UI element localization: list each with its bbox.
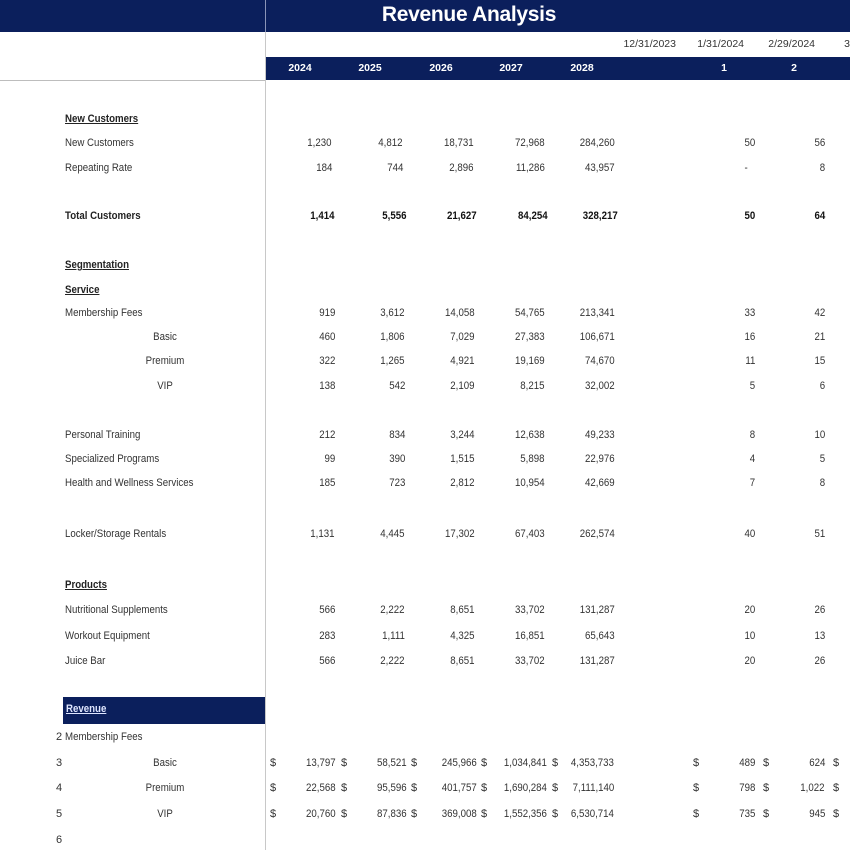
cell[interactable]: 8,651: [450, 604, 475, 616]
currency-symbol: $: [693, 782, 700, 794]
cell[interactable]: 15: [814, 355, 825, 367]
currency-symbol: $: [763, 757, 770, 769]
cell[interactable]: 5: [819, 453, 825, 465]
cell[interactable]: 67,403: [515, 528, 545, 540]
cell[interactable]: -: [744, 162, 748, 174]
cell[interactable]: 5: [749, 380, 755, 392]
cell[interactable]: 32,002: [585, 380, 615, 392]
row-label[interactable]: Health and Wellness Services: [65, 477, 194, 489]
cell[interactable]: 42,669: [585, 477, 615, 489]
month-header[interactable]: 2: [791, 62, 797, 74]
date-cell[interactable]: 12/31/2023: [623, 38, 676, 50]
cell[interactable]: 1,552,356: [503, 808, 547, 820]
cell[interactable]: 945: [808, 808, 825, 820]
cell[interactable]: 22,568: [306, 782, 336, 794]
cell[interactable]: 8,651: [450, 655, 475, 667]
currency-symbol: $: [341, 757, 348, 769]
cell[interactable]: 20,760: [306, 808, 336, 820]
cell[interactable]: 72,968: [515, 137, 545, 149]
currency-symbol: $: [270, 782, 277, 794]
header-border-line: [0, 80, 265, 81]
cell[interactable]: 1,265: [380, 355, 405, 367]
cell[interactable]: 21: [814, 331, 825, 343]
cell[interactable]: 106,671: [580, 331, 615, 343]
cell[interactable]: 54,765: [515, 307, 545, 319]
cell[interactable]: 50: [744, 137, 755, 149]
date-cell[interactable]: 2/29/2024: [768, 38, 815, 50]
cell[interactable]: 1,414: [310, 210, 335, 222]
currency-symbol: $: [552, 782, 559, 794]
cell[interactable]: 185: [318, 477, 335, 489]
cell[interactable]: 283: [318, 630, 335, 642]
cell[interactable]: 3,612: [380, 307, 405, 319]
cell[interactable]: 3,244: [450, 429, 475, 441]
cell[interactable]: 95,596: [377, 782, 407, 794]
cell[interactable]: 4,812: [378, 137, 403, 149]
currency-symbol: $: [270, 757, 277, 769]
cell[interactable]: 99: [324, 453, 335, 465]
row-label[interactable]: Workout Equipment: [65, 630, 150, 642]
title-bar: [0, 0, 850, 32]
cell[interactable]: 262,574: [580, 528, 615, 540]
currency-symbol: $: [411, 782, 418, 794]
cell[interactable]: 566: [318, 604, 335, 616]
section-header-segmentation[interactable]: Segmentation: [65, 259, 130, 271]
cell[interactable]: 2,222: [380, 655, 405, 667]
cell[interactable]: 744: [386, 162, 403, 174]
section-header-row: [0, 256, 850, 274]
currency-symbol: $: [341, 808, 348, 820]
cell[interactable]: 566: [318, 655, 335, 667]
currency-symbol: $: [693, 757, 700, 769]
currency-symbol: $: [270, 808, 277, 820]
cell[interactable]: 8,215: [520, 380, 545, 392]
period-header-bar: [266, 57, 850, 80]
cell[interactable]: 64: [814, 210, 825, 222]
sheet-title: Revenue Analysis: [381, 3, 557, 26]
cell[interactable]: 19,169: [515, 355, 545, 367]
table-row: [0, 627, 850, 645]
row-label[interactable]: Specialized Programs: [65, 453, 160, 465]
revenue-header-label[interactable]: Revenue: [66, 703, 107, 715]
revenue-section-header[interactable]: [63, 697, 265, 724]
currency-symbol: $: [481, 757, 488, 769]
cell[interactable]: 43,957: [585, 162, 615, 174]
table-row: [0, 328, 850, 346]
cell[interactable]: 65,643: [585, 630, 615, 642]
cell[interactable]: 4: [749, 453, 755, 465]
year-header[interactable]: 2028: [570, 62, 594, 74]
currency-symbol: $: [341, 782, 348, 794]
year-header[interactable]: 2024: [288, 62, 312, 74]
revenue-row: [0, 779, 850, 797]
currency-symbol: $: [833, 757, 840, 769]
cell[interactable]: 542: [388, 380, 405, 392]
currency-symbol: $: [552, 808, 559, 820]
row-label[interactable]: VIP: [157, 808, 173, 820]
cell[interactable]: 212: [318, 429, 335, 441]
cell[interactable]: 4,325: [450, 630, 475, 642]
cell[interactable]: 17,302: [445, 528, 475, 540]
cell[interactable]: 56: [814, 137, 825, 149]
cell[interactable]: 26: [814, 655, 825, 667]
row-label[interactable]: Basic: [153, 331, 177, 343]
cell[interactable]: 51: [814, 528, 825, 540]
table-row: [0, 525, 850, 543]
table-row: [0, 134, 850, 152]
table-row: [0, 652, 850, 670]
cell[interactable]: 87,836: [377, 808, 407, 820]
cell[interactable]: 489: [738, 757, 755, 769]
row-number: 2: [56, 731, 63, 743]
cell[interactable]: 42: [814, 307, 825, 319]
cell[interactable]: 460: [318, 331, 335, 343]
cell[interactable]: 1,515: [450, 453, 475, 465]
cell[interactable]: 131,287: [580, 655, 615, 667]
cell[interactable]: 6: [819, 380, 825, 392]
row-label[interactable]: Repeating Rate: [65, 162, 133, 174]
section-header-row: [0, 576, 850, 594]
cell[interactable]: 798: [738, 782, 755, 794]
cell[interactable]: 16,851: [515, 630, 545, 642]
cell[interactable]: 2,812: [450, 477, 475, 489]
table-row: [0, 601, 850, 619]
cell[interactable]: 8: [749, 429, 755, 441]
table-row: [0, 352, 850, 370]
cell[interactable]: 1,111: [382, 630, 405, 642]
row-label[interactable]: New Customers: [65, 137, 134, 149]
cell[interactable]: 58,521: [377, 757, 407, 769]
cell[interactable]: 4,353,733: [570, 757, 614, 769]
revenue-row: [0, 754, 850, 772]
cell[interactable]: 84,254: [518, 210, 548, 222]
currency-symbol: $: [411, 808, 418, 820]
date-row: [0, 38, 850, 54]
cell[interactable]: 2,109: [450, 380, 475, 392]
row-label[interactable]: Total Customers: [65, 210, 141, 222]
month-header[interactable]: 1: [721, 62, 727, 74]
cell[interactable]: 723: [388, 477, 405, 489]
row-label[interactable]: Basic: [153, 757, 177, 769]
cell[interactable]: 5,556: [382, 210, 407, 222]
cell[interactable]: 2,222: [380, 604, 405, 616]
date-cell[interactable]: 3: [844, 38, 850, 50]
currency-symbol: $: [693, 808, 700, 820]
section-header-row: [0, 281, 850, 299]
row-label[interactable]: VIP: [157, 380, 173, 392]
cell[interactable]: 20: [744, 604, 755, 616]
cell[interactable]: 8: [819, 162, 825, 174]
cell[interactable]: 22,976: [585, 453, 615, 465]
section-header-row: [0, 110, 850, 128]
cell[interactable]: 16: [744, 331, 755, 343]
currency-symbol: $: [763, 808, 770, 820]
cell[interactable]: 184: [315, 162, 332, 174]
cell[interactable]: 7,111,140: [572, 782, 614, 794]
table-row: [0, 426, 850, 444]
cell[interactable]: 10: [744, 630, 755, 642]
cell[interactable]: 131,287: [580, 604, 615, 616]
table-row: [0, 831, 850, 849]
year-header[interactable]: 2025: [358, 62, 382, 74]
row-label[interactable]: Locker/Storage Rentals: [65, 528, 167, 540]
cell[interactable]: 11: [744, 355, 755, 367]
cell[interactable]: 5,898: [520, 453, 545, 465]
year-header[interactable]: 2027: [499, 62, 523, 74]
currency-symbol: $: [411, 757, 418, 769]
cell[interactable]: 12,638: [515, 429, 545, 441]
revenue-row: [0, 805, 850, 823]
currency-symbol: $: [481, 782, 488, 794]
cell[interactable]: 26: [814, 604, 825, 616]
cell[interactable]: 2,896: [449, 162, 474, 174]
table-row: [0, 159, 850, 177]
section-header-service[interactable]: Service: [65, 284, 100, 296]
cell[interactable]: 1,022: [800, 782, 825, 794]
row-number: 5: [56, 808, 63, 820]
row-number: 6: [56, 834, 63, 846]
table-row: [0, 450, 850, 468]
cell[interactable]: 919: [318, 307, 335, 319]
cell[interactable]: 322: [318, 355, 335, 367]
cell[interactable]: 14,058: [445, 307, 475, 319]
cell[interactable]: 33,702: [515, 655, 545, 667]
cell[interactable]: 4,445: [380, 528, 405, 540]
currency-symbol: $: [833, 782, 840, 794]
cell[interactable]: 834: [388, 429, 405, 441]
table-row-total: [0, 207, 850, 225]
cell[interactable]: 1,034,841: [503, 757, 547, 769]
cell[interactable]: 7: [749, 477, 755, 489]
row-number: 3: [56, 757, 63, 769]
cell[interactable]: 33,702: [515, 604, 545, 616]
row-label[interactable]: Premium: [145, 782, 185, 794]
row-number: 4: [56, 782, 63, 794]
cell[interactable]: 21,627: [447, 210, 477, 222]
section-header-products[interactable]: Products: [65, 579, 107, 591]
cell[interactable]: 245,966: [442, 757, 477, 769]
cell[interactable]: 18,731: [444, 137, 474, 149]
cell[interactable]: 390: [388, 453, 405, 465]
cell[interactable]: 1,230: [307, 137, 332, 149]
cell[interactable]: 13,797: [306, 757, 336, 769]
row-label[interactable]: Membership Fees: [65, 307, 143, 319]
section-header-new-customers[interactable]: New Customers: [65, 113, 139, 125]
currency-symbol: $: [552, 757, 559, 769]
date-cell[interactable]: 1/31/2024: [697, 38, 744, 50]
cell[interactable]: 10: [814, 429, 825, 441]
cell[interactable]: 369,008: [442, 808, 477, 820]
row-label[interactable]: Personal Training: [65, 429, 141, 441]
table-row: [0, 377, 850, 395]
table-row: [0, 474, 850, 492]
row-label[interactable]: Premium: [145, 355, 185, 367]
cell[interactable]: 735: [738, 808, 755, 820]
currency-symbol: $: [763, 782, 770, 794]
cell[interactable]: 74,670: [585, 355, 615, 367]
row-label[interactable]: Juice Bar: [65, 655, 106, 667]
cell[interactable]: 33: [744, 307, 755, 319]
year-header[interactable]: 2026: [429, 62, 453, 74]
cell[interactable]: 624: [808, 757, 825, 769]
currency-symbol: $: [833, 808, 840, 820]
cell[interactable]: 40: [744, 528, 755, 540]
cell[interactable]: 8: [819, 477, 825, 489]
cell[interactable]: 27,383: [515, 331, 545, 343]
cell[interactable]: 328,217: [583, 210, 618, 222]
cell[interactable]: 284,260: [580, 137, 615, 149]
cell[interactable]: 7,029: [450, 331, 475, 343]
row-label[interactable]: Nutritional Supplements: [65, 604, 168, 616]
cell[interactable]: 213,341: [580, 307, 615, 319]
cell[interactable]: 401,757: [442, 782, 477, 794]
cell[interactable]: 50: [744, 210, 755, 222]
cell[interactable]: 1,131: [310, 528, 335, 540]
cell[interactable]: 20: [744, 655, 755, 667]
cell[interactable]: 1,806: [380, 331, 405, 343]
cell[interactable]: 4,921: [450, 355, 475, 367]
cell[interactable]: 1,690,284: [503, 782, 547, 794]
cell[interactable]: 138: [318, 380, 335, 392]
cell[interactable]: 6,530,714: [570, 808, 614, 820]
table-row: [0, 304, 850, 322]
cell[interactable]: 11,286: [516, 162, 545, 174]
cell[interactable]: 49,233: [585, 429, 615, 441]
cell[interactable]: 13: [814, 630, 825, 642]
row-label[interactable]: Membership Fees: [65, 731, 143, 743]
currency-symbol: $: [481, 808, 488, 820]
cell[interactable]: 10,954: [515, 477, 545, 489]
table-row: [0, 728, 850, 746]
